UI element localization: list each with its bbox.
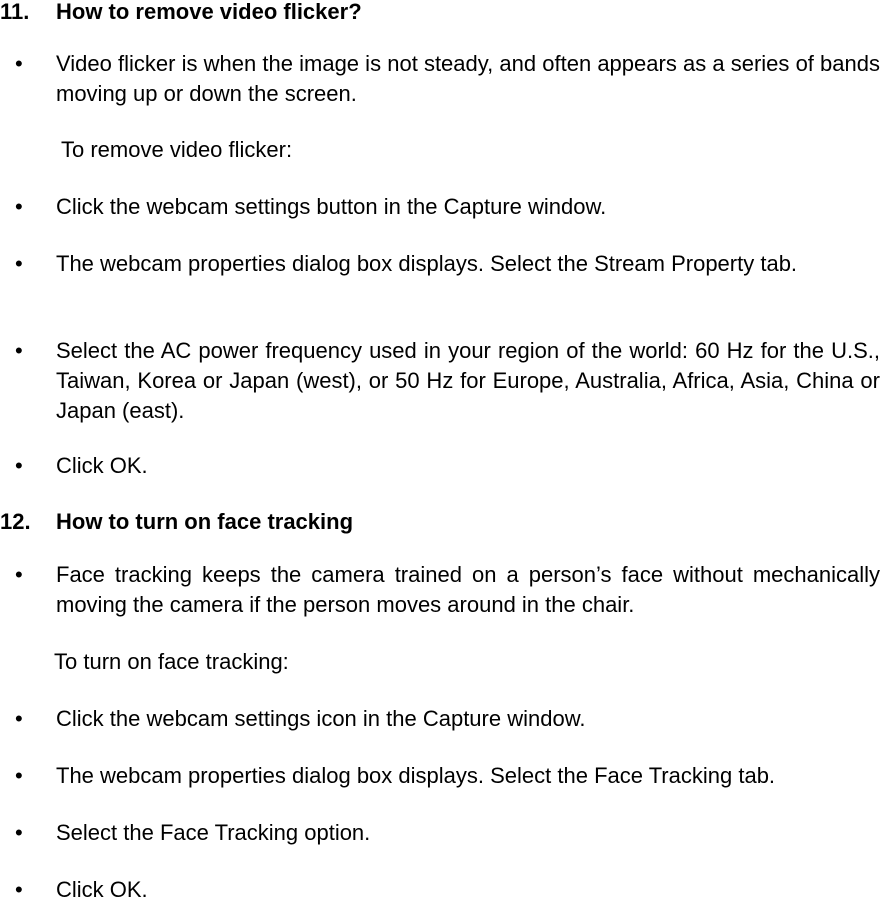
step-text: Click OK.	[56, 877, 148, 902]
bullet-icon: •	[15, 51, 23, 76]
step-text: The webcam properties dialog box displays. Select the Stream Property tab.	[56, 251, 798, 276]
list-item	[15, 336, 880, 426]
step-text: Click the webcam settings button in the Capture window.	[56, 194, 607, 219]
list-item	[15, 704, 880, 734]
procedure-intro: To remove video flicker:	[61, 137, 293, 162]
section-number: 12.	[0, 509, 31, 534]
step-text: Select the AC power frequency used in your region of the world: 60 Hz for the U.S., Taiwan, Korea or Japan (west), or 50 Hz for Europe, Australia, Africa, Asia, China or Japan (east).	[56, 338, 880, 423]
list-item	[15, 249, 880, 279]
list-item	[15, 560, 880, 620]
list-item	[15, 192, 880, 222]
section-description: Face tracking keeps the camera trained on a person’s face without mechanically moving the camera if the person moves around in the chair.	[56, 562, 880, 617]
step-text: Click the webcam settings icon in the Capture window.	[56, 706, 586, 731]
bullet-icon: •	[15, 562, 23, 587]
bullet-icon: •	[15, 194, 23, 219]
list-item	[15, 761, 880, 791]
section-title: How to remove video flicker?	[56, 0, 362, 24]
bullet-icon: •	[15, 877, 23, 902]
list-item	[15, 49, 880, 109]
section-title: How to turn on face tracking	[56, 509, 354, 534]
section-number: 11.	[0, 0, 30, 24]
list-item	[15, 451, 880, 481]
step-text: The webcam properties dialog box displays. Select the Face Tracking tab.	[56, 763, 776, 788]
bullet-icon: •	[15, 706, 23, 731]
bullet-icon: •	[15, 763, 23, 788]
list-item	[15, 875, 880, 905]
step-text: Select the Face Tracking option.	[56, 820, 371, 845]
procedure-intro: To turn on face tracking:	[54, 649, 289, 674]
bullet-icon: •	[15, 338, 23, 363]
step-text: Click OK.	[56, 453, 148, 478]
section-description: Video flicker is when the image is not steady, and often appears as a series of bands moving up or down the screen.	[56, 51, 880, 106]
section-heading	[0, 507, 353, 537]
section-heading	[0, 0, 362, 27]
bullet-icon: •	[15, 820, 23, 845]
bullet-icon: •	[15, 453, 23, 478]
list-item	[15, 818, 880, 848]
bullet-icon: •	[15, 251, 23, 276]
